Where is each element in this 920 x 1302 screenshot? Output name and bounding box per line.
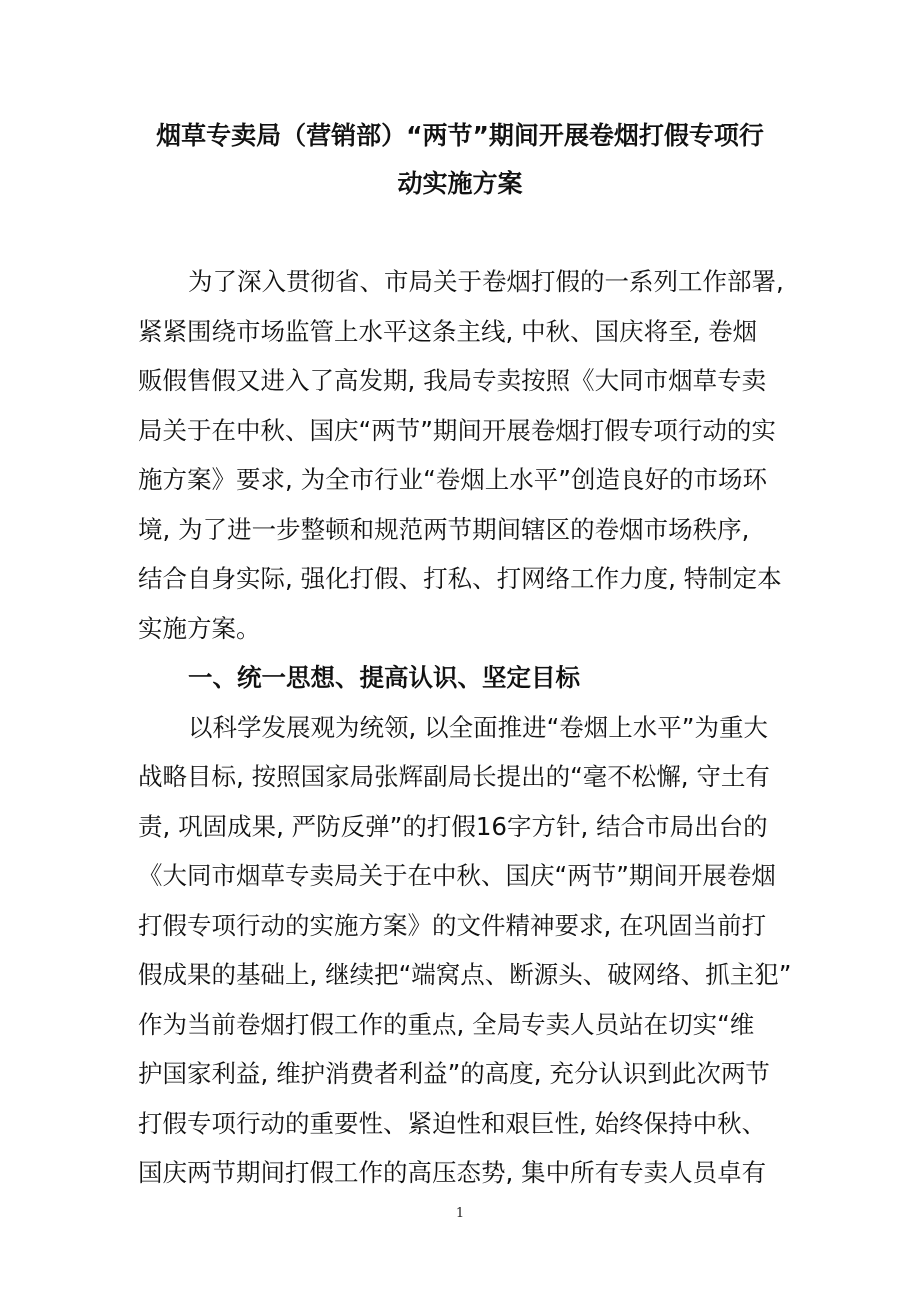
text-line: 假成果的基础上, 继续把“端窝点、断源头、破网络、抓主犯”: [138, 960, 792, 989]
text-line: 贩假售假又进入了高发期, 我局专卖按照《大同市烟草专卖: [138, 366, 767, 395]
text-line: 国庆两节期间打假工作的高压态势, 集中所有专卖人员卓有: [138, 1158, 767, 1187]
text-line: 打假专项行动的实施方案》的文件精神要求, 在巩固当前打: [138, 910, 767, 940]
section-heading: 一、统一思想、提高认识、坚定目标: [188, 663, 580, 692]
paragraph-intro: [138, 262, 783, 658]
text-line: 护国家利益, 维护消费者利益”的高度, 充分认识到此次两节: [138, 1059, 770, 1088]
document-title: [120, 112, 800, 208]
title-line: 动实施方案: [397, 169, 523, 198]
text-line: 境, 为了进一步整顿和规范两节期间辖区的卷烟市场秩序,: [138, 514, 750, 544]
text-line: 打假专项行动的重要性、紧迫性和艰巨性, 始终保持中秋、: [138, 1108, 767, 1138]
text-line: 以科学发展观为统领, 以全面推进“卷烟上水平”为重大: [188, 712, 768, 742]
text-line: 结合自身实际, 强化打假、打私、打网络工作力度, 特制定本: [138, 564, 782, 593]
text-line: 责, 巩固成果, 严防反弹”的打假16字方针, 结合市局出台的: [138, 811, 768, 841]
paragraph-section-1: [138, 708, 792, 1203]
title-line: 烟草专卖局（营销部）“两节”期间开展卷烟打假专项行: [156, 121, 764, 150]
page-number: 1: [455, 1206, 465, 1221]
text-line: 作为当前卷烟打假工作的重点, 全局专卖人员站在切实“维: [138, 1009, 755, 1039]
text-line: 施方案》要求, 为全市行业“卷烟上水平”创造良好的市场环: [138, 465, 767, 494]
text-line: 《大同市烟草专卖局关于在中秋、国庆“两节”期间开展卷烟: [138, 861, 776, 890]
text-line: 局关于在中秋、国庆“两节”期间开展卷烟打假专项行动的实: [138, 415, 776, 445]
text-line: 为了深入贯彻省、市局关于卷烟打假的一系列工作部署,: [188, 267, 784, 296]
document-body: [138, 262, 792, 1203]
text-line: 实施方案。: [138, 613, 261, 643]
text-line: 紧紧围绕市场监管上水平这条主线, 中秋、国庆将至, 卷烟: [138, 316, 758, 346]
text-line: 战略目标, 按照国家局张辉副局长提出的“毫不松懈, 守土有: [138, 762, 770, 791]
